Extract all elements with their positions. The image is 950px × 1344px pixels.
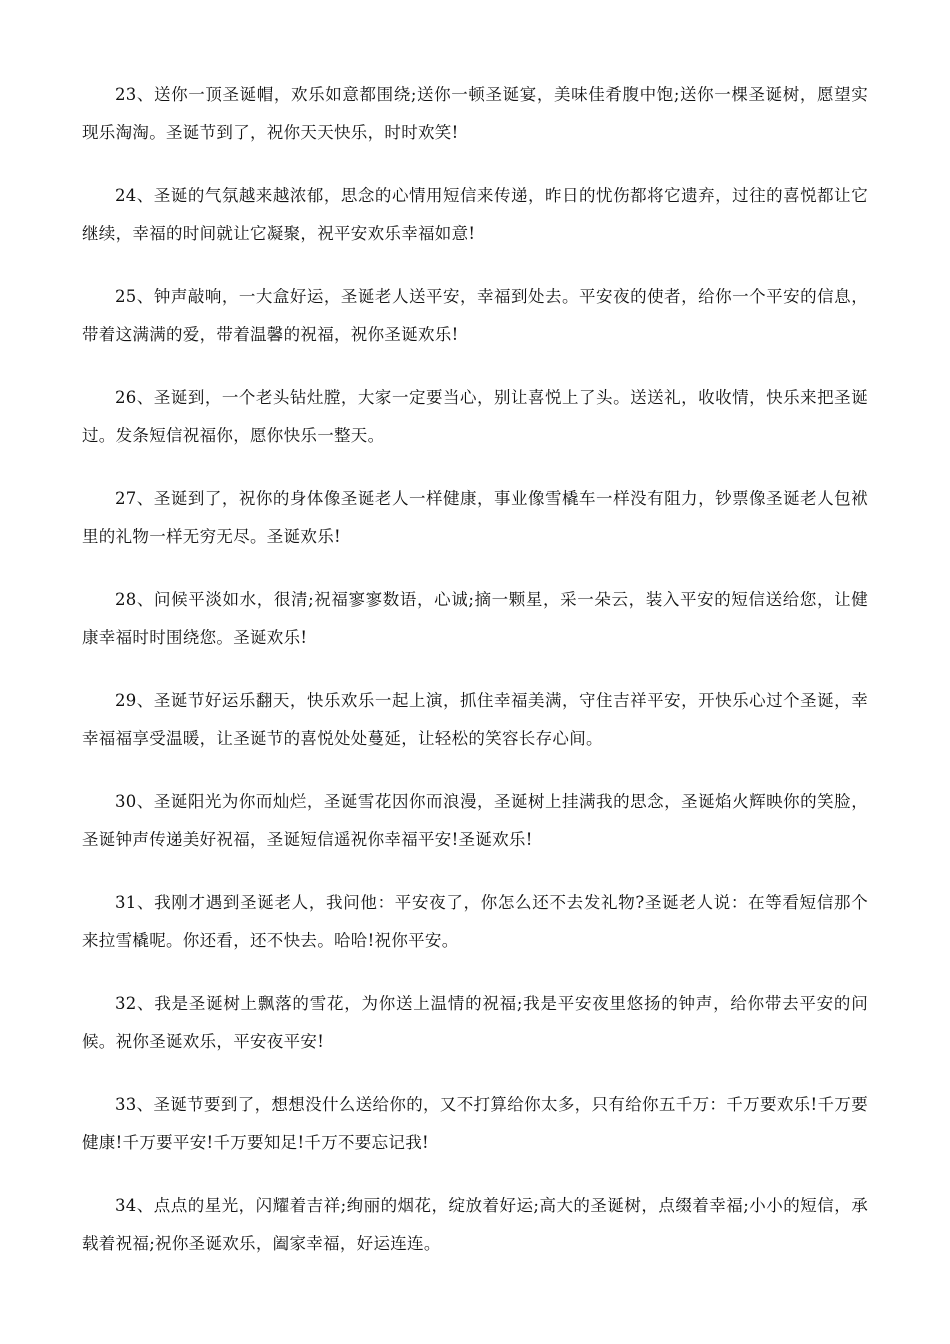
paragraph-33: 33、圣诞节要到了，想想没什么送给你的，又不打算给你太多，只有给你五千万：千万要欢乐!千万要健康!千万要平安!千万要知足!千万不要忘记我! — [82, 1095, 868, 1152]
paragraph-29: 29、圣诞节好运乐翻天，快乐欢乐一起上演，抓住幸福美满，守住吉祥平安，开快乐心过个圣诞，幸幸福福享受温暖，让圣诞节的喜悦处处蔓延，让轻松的笑容长存心间。 — [82, 691, 868, 748]
paragraph-26: 26、圣诞到，一个老头钻灶膛，大家一定要当心，别让喜悦上了头。送送礼，收收情，快乐来把圣诞过。发条短信祝福你，愿你快乐一整天。 — [82, 388, 868, 445]
paragraph-28: 28、问候平淡如水，很清;祝福寥寥数语，心诚;摘一颗星，采一朵云，装入平安的短信送给您，让健康幸福时时围绕您。圣诞欢乐! — [82, 590, 868, 647]
paragraph-27: 27、圣诞到了，祝你的身体像圣诞老人一样健康，事业像雪橇车一样没有阻力，钞票像圣诞老人包袱里的礼物一样无穷无尽。圣诞欢乐! — [82, 489, 868, 546]
paragraph-23: 23、送你一顶圣诞帽，欢乐如意都围绕;送你一顿圣诞宴，美味佳肴腹中饱;送你一棵圣诞树，愿望实现乐淘淘。圣诞节到了，祝你天天快乐，时时欢笑! — [82, 85, 868, 142]
paragraph-25: 25、钟声敲响，一大盒好运，圣诞老人送平安，幸福到处去。平安夜的使者，给你一个平安的信息，带着这满满的爱，带着温馨的祝福，祝你圣诞欢乐! — [82, 287, 868, 344]
paragraph-31: 31、我刚才遇到圣诞老人，我问他：平安夜了，你怎么还不去发礼物?圣诞老人说：在等看短信那个来拉雪橇呢。你还看，还不快去。哈哈!祝你平安。 — [82, 893, 868, 950]
paragraph-30: 30、圣诞阳光为你而灿烂，圣诞雪花因你而浪漫，圣诞树上挂满我的思念，圣诞焰火辉映你的笑脸，圣诞钟声传递美好祝福，圣诞短信遥祝你幸福平安!圣诞欢乐! — [82, 792, 868, 849]
paragraph-24: 24、圣诞的气氛越来越浓郁，思念的心情用短信来传递，昨日的忧伤都将它遗弃，过往的喜悦都让它继续，幸福的时间就让它凝聚，祝平安欢乐幸福如意! — [82, 186, 868, 243]
paragraph-34: 34、点点的星光，闪耀着吉祥;绚丽的烟花，绽放着好运;高大的圣诞树，点缀着幸福;小小的短信，承载着祝福;祝你圣诞欢乐，阖家幸福，好运连连。 — [82, 1196, 868, 1253]
document-body — [82, 76, 868, 1288]
paragraph-32: 32、我是圣诞树上飘落的雪花，为你送上温情的祝福;我是平安夜里悠扬的钟声，给你带去平安的问候。祝你圣诞欢乐，平安夜平安! — [82, 994, 868, 1051]
